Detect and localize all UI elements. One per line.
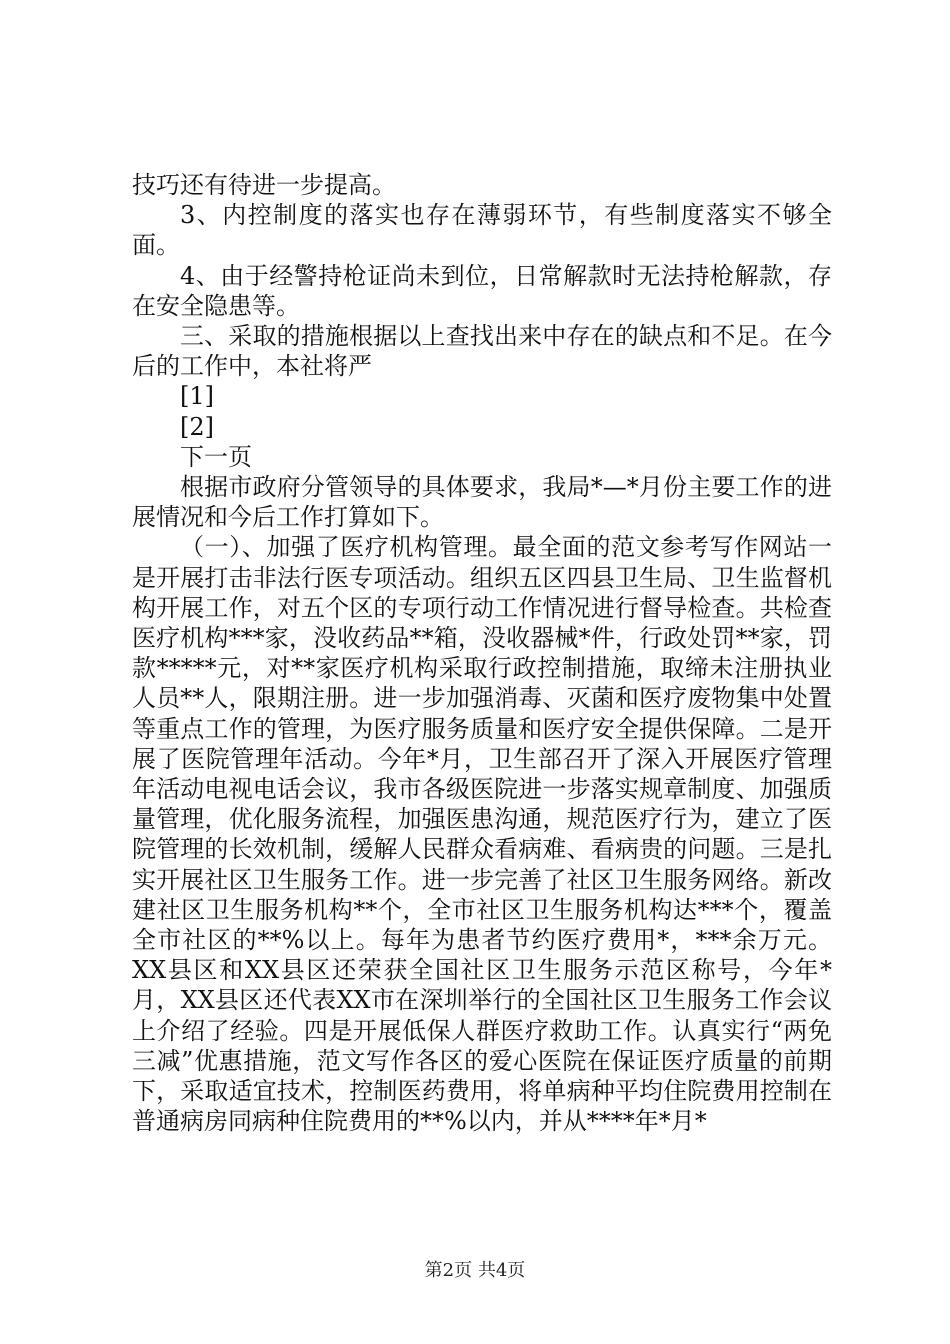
page-number-footer: 第2页 共4页 — [424, 1260, 526, 1281]
paragraph-section-3: 三、采取的措施根据以上查找出来中存在的缺点和不足。在今后的工作中，本社将严 — [132, 322, 832, 381]
paragraph-section-1: （一）、加强了医疗机构管理。最全面的范文参考写作网站一是开展打击非法行医专项活动。组织五区四县卫生局、卫生监督机构开展工作，对五个区的专项行动工作情况进行督导检查。共检查医疗机构***家，没收药品**箱，没收器械*件，行政处罚**家，罚款*****元，对**家医疗机构采取行政控制措施，取缔未注册执业人员**人，限期注册。进一步加强消毒、灭菌和医疗废物集中处置等重点工作的管理，为医疗服务质量和医疗安全提供保障。二是开展了医院管理年活动。今年*月，卫生部召开了深入开展医疗管理年活动电视电话会议，我市各级医院进一步落实规章制度、加强质量管理，优化服务流程，加强医患沟通，规范医疗行为，建立了医院管理的长效机制，缓解人民群众看病难、看病贵的问题。三是扎实开展社区卫生服务工作。进一步完善了社区卫生服务网络。新改建社区卫生服务机构**个，全市社区卫生服务机构达***个，覆盖全市社区的**%以上。每年为患者节约医疗费用*，***余万元。XX县区和XX县区还荣获全国社区卫生服务示范区称号，今年*月，XX县区还代表XX市在深圳举行的全国社区卫生服务工作会议上介绍了经验。四是开展低保人群医疗救助工作。认真实行“两免三减”优惠措施，范文写作各区的爱心医院在保证医疗质量的前期下，采取适宜技术，控制医药费用，将单病种平均住院费用控制在普通病房同病种住院费用的**%以内，并从****年*月* — [132, 533, 832, 1136]
page-link-1[interactable]: [1] — [180, 382, 214, 411]
document-body — [132, 170, 832, 1137]
next-page-link[interactable]: 下一页 — [180, 442, 252, 471]
page-link-2[interactable]: [2] — [180, 412, 214, 441]
paragraph-intro: 根据市政府分管领导的具体要求，我局*—*月份主要工作的进展情况和今后工作打算如下。 — [132, 473, 832, 532]
paragraph-continuation: 技巧还有待进一步提高。 — [132, 171, 396, 199]
paragraph-item-3: 3、内控制度的落实也存在薄弱环节，有些制度落实不够全面。 — [132, 201, 832, 260]
paragraph-item-4: 4、由于经警持枪证尚未到位，日常解款时无法持枪解款，存在安全隐患等。 — [132, 261, 832, 320]
